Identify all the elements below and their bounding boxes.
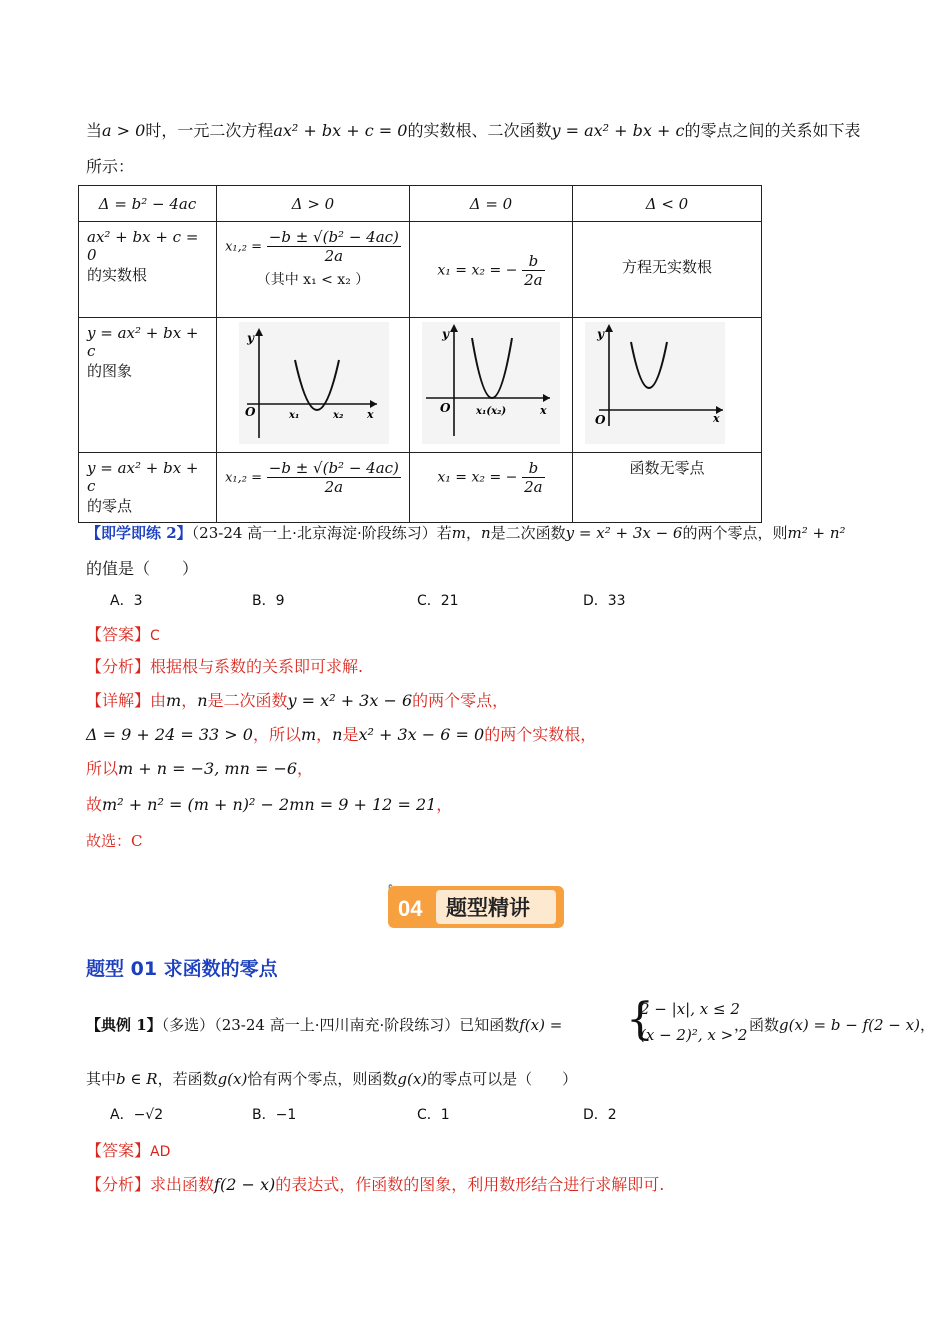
intro-equation: ax² + bx + c = 0 <box>273 121 408 140</box>
practice-text: 是二次函数 <box>490 524 566 542</box>
example-option-b[interactable]: B．−1 <box>252 1107 297 1123</box>
example-line-2 <box>86 1068 577 1089</box>
badge-title: 题型精讲 <box>446 896 530 920</box>
x1x2-label: x₁(x₂) <box>476 406 507 417</box>
header-positive: Δ > 0 <box>217 186 410 222</box>
parabola-no-root-graph <box>573 318 761 448</box>
delta-comparison-table <box>78 185 762 523</box>
row-zeros-label <box>79 453 217 523</box>
row-graphs-label <box>79 318 217 453</box>
x2-label: x₂ <box>333 410 344 421</box>
table-row-roots <box>79 222 762 318</box>
practice-target: m² + n² <box>787 524 846 542</box>
section-badge <box>386 884 568 930</box>
double-root-formula <box>522 252 545 289</box>
table-row-zeros <box>79 453 762 523</box>
final-calc: m² + n² = (m + n)² − 2mn = 9 + 12 = 21 <box>102 795 437 814</box>
intro-text: 的零点之间的关系如下表 <box>684 121 861 140</box>
table-header-row <box>79 186 762 222</box>
x-label: x <box>540 404 547 417</box>
practice-detail-line-3 <box>86 756 313 779</box>
var-n: n <box>480 524 491 542</box>
formula-lhs: x₁,₂ = <box>225 470 262 486</box>
practice-detail-line-2 <box>86 722 596 745</box>
row-roots-label <box>79 222 217 318</box>
roots-positive-cell <box>217 222 410 318</box>
header-zero: Δ = 0 <box>410 186 573 222</box>
detail-text: ， <box>297 759 314 778</box>
answer-tag: 【答案】 <box>86 1141 151 1160</box>
header-delta: Δ = b² − 4ac <box>79 186 217 222</box>
g-definition-line <box>734 1014 935 1035</box>
x-label: x <box>367 408 374 421</box>
brace-icon: { <box>626 994 654 1045</box>
intro-text: 的实数根、二次函数 <box>407 121 552 140</box>
detail-text: 的两个零点， <box>412 691 509 710</box>
label-function: y = ax² + bx + c <box>87 459 199 495</box>
label-function: y = ax² + bx + c <box>87 324 199 360</box>
example-text: ，函数 <box>734 1016 780 1034</box>
graph-positive-cell <box>217 318 410 453</box>
label-text: 的零点 <box>87 497 133 515</box>
practice-option-a[interactable]: A．3 <box>110 593 143 609</box>
detail-text: ，所以 <box>252 725 301 744</box>
var-n: n <box>197 691 208 710</box>
analysis-text: 的表达式，作函数的图象，利用数形结合进行求解即可. <box>275 1175 665 1194</box>
example-text: 其中 <box>86 1070 117 1088</box>
table-row-graphs <box>79 318 762 453</box>
detail-text: ， <box>316 725 333 744</box>
example-text: ，若函数 <box>157 1070 218 1088</box>
intro-text: 时，一元二次方程 <box>145 121 274 140</box>
intro-condition: a > 0 <box>102 121 146 140</box>
intro-function: y = ax² + bx + c <box>551 121 685 140</box>
b-domain: b ∈ R <box>116 1070 158 1088</box>
origin-label: O <box>245 405 256 419</box>
analysis-text: 求出函数 <box>150 1175 215 1194</box>
graph-zero-cell <box>410 318 573 453</box>
origin-label: O <box>440 401 451 415</box>
example-type: （多选） <box>161 1016 215 1034</box>
example-text: 的零点可以是（ ） <box>427 1070 578 1088</box>
answer-tag: 【答案】 <box>86 625 151 644</box>
double-root-formula <box>522 459 545 496</box>
example-option-a[interactable]: A．−√2 <box>110 1107 164 1123</box>
example-option-c[interactable]: C．1 <box>417 1107 450 1123</box>
case-1: 2 − |x|, x ≤ 2 <box>640 1000 740 1018</box>
roots-negative-cell: 方程无实数根 <box>573 222 762 318</box>
g-definition: g(x) = b − f(2 − x) <box>779 1016 920 1034</box>
example-line-1 <box>86 1014 562 1035</box>
formula-numerator: −b ± √(b² − 4ac) <box>268 459 399 477</box>
x-label: x <box>713 412 720 425</box>
y-label: y <box>442 327 449 341</box>
detail-text: ， <box>181 691 198 710</box>
var-m: m <box>300 725 317 744</box>
formula-numerator: b <box>522 252 545 271</box>
f-shifted: f(2 − x) <box>214 1175 276 1194</box>
formula-lhs: x₁ = x₂ = − <box>437 469 518 486</box>
roots-order-note: （其中 x₁ < x₂ ） <box>256 272 370 288</box>
intro-line-1 <box>86 118 860 141</box>
formula-lhs: x₁ = x₂ = − <box>437 262 518 279</box>
x1-label: x₁ <box>289 410 300 421</box>
analysis-text: 根据根与系数的关系即可求解. <box>150 657 364 676</box>
discriminant-calc: Δ = 9 + 24 = 33 > 0 <box>86 725 253 744</box>
practice-option-b[interactable]: B．9 <box>252 593 285 609</box>
zeros-zero-cell <box>410 453 573 523</box>
detail-text: 是 <box>342 725 359 744</box>
header-negative: Δ < 0 <box>573 186 762 222</box>
g-func: g(x) <box>397 1070 428 1088</box>
badge-number: 04 <box>398 896 423 921</box>
parabola-double-root-graph <box>410 318 572 448</box>
formula-numerator: −b ± √(b² − 4ac) <box>268 228 399 246</box>
practice-detail-line-1 <box>86 688 508 711</box>
example-source: （23-24 高一上·四川南充·阶段练习）已知函数 <box>214 1016 520 1034</box>
example-option-d[interactable]: D．2 <box>583 1107 617 1123</box>
practice-choice: 故选：C <box>86 832 143 850</box>
detail-equation: x² + 3x − 6 = 0 <box>358 725 485 744</box>
analysis-tag: 【分析】 <box>86 1175 151 1194</box>
formula-denominator: 2a <box>524 478 543 496</box>
practice-text: 的两个零点，则 <box>682 524 788 542</box>
roots-zero-cell <box>410 222 573 318</box>
detail-text: 由 <box>150 691 167 710</box>
quadratic-formula <box>267 228 401 265</box>
var-m: m <box>166 691 182 710</box>
y-label: y <box>597 327 604 341</box>
example-answer <box>86 1138 170 1161</box>
case-2: (x − 2)², x > 2 <box>640 1026 748 1044</box>
zeros-negative-cell: 函数无零点 <box>573 453 762 523</box>
detail-function: y = x² + 3x − 6 <box>287 691 413 710</box>
practice-tag: 【即学即练 2】 <box>86 524 192 542</box>
example-analysis <box>86 1172 664 1195</box>
vieta-relations: m + n = −3, mn = −6 <box>118 759 298 778</box>
practice-option-d[interactable]: D．33 <box>583 593 626 609</box>
origin-label: O <box>595 413 606 427</box>
answer-value: AD <box>150 1144 171 1160</box>
practice-detail-line-4 <box>86 792 452 815</box>
practice-answer <box>86 622 160 645</box>
answer-value: C <box>150 628 160 644</box>
detail-tag: 【详解】 <box>86 691 151 710</box>
intro-line-2: 所示： <box>86 157 135 176</box>
f-definition: f(x) = <box>519 1016 563 1034</box>
practice-question-line-2: 的值是（ ） <box>86 559 199 578</box>
quadratic-formula <box>267 459 401 496</box>
example-text: 恰有两个零点，则函数 <box>247 1070 398 1088</box>
detail-text: ， <box>436 795 453 814</box>
formula-denominator: 2a <box>324 478 344 496</box>
section-title: 题型 01 求函数的零点 <box>86 958 278 980</box>
label-equation: ax² + bx + c = 0 <box>87 228 199 264</box>
practice-question-line-1 <box>86 522 846 543</box>
zeros-positive-cell <box>217 453 410 523</box>
analysis-tag: 【分析】 <box>86 657 151 676</box>
practice-function: y = x² + 3x − 6 <box>565 524 683 542</box>
var-m: m <box>451 524 466 542</box>
graph-negative-cell <box>573 318 762 453</box>
practice-option-c[interactable]: C．21 <box>417 593 459 609</box>
example-text: ， <box>919 1016 935 1034</box>
formula-lhs: x₁,₂ = <box>225 239 262 255</box>
intro-text: 当 <box>86 121 103 140</box>
formula-denominator: 2a <box>324 247 344 265</box>
detail-text: 所以 <box>86 759 119 778</box>
label-text: 的图象 <box>87 362 133 380</box>
parabola-two-roots-graph <box>217 318 409 448</box>
y-label: y <box>247 331 254 345</box>
detail-text: 故 <box>86 795 103 814</box>
detail-text: 是二次函数 <box>207 691 288 710</box>
practice-source: （23-24 高一上·北京海淀·阶段练习）若 <box>191 524 452 542</box>
formula-denominator: 2a <box>524 271 543 289</box>
example-tag: 【典例 1】 <box>86 1016 162 1034</box>
detail-text: 的两个实数根， <box>484 725 597 744</box>
practice-text: ， <box>465 524 481 542</box>
g-func: g(x) <box>217 1070 248 1088</box>
practice-analysis <box>86 654 363 677</box>
formula-numerator: b <box>522 459 545 478</box>
var-n: n <box>332 725 343 744</box>
label-text: 的实数根 <box>87 266 148 284</box>
